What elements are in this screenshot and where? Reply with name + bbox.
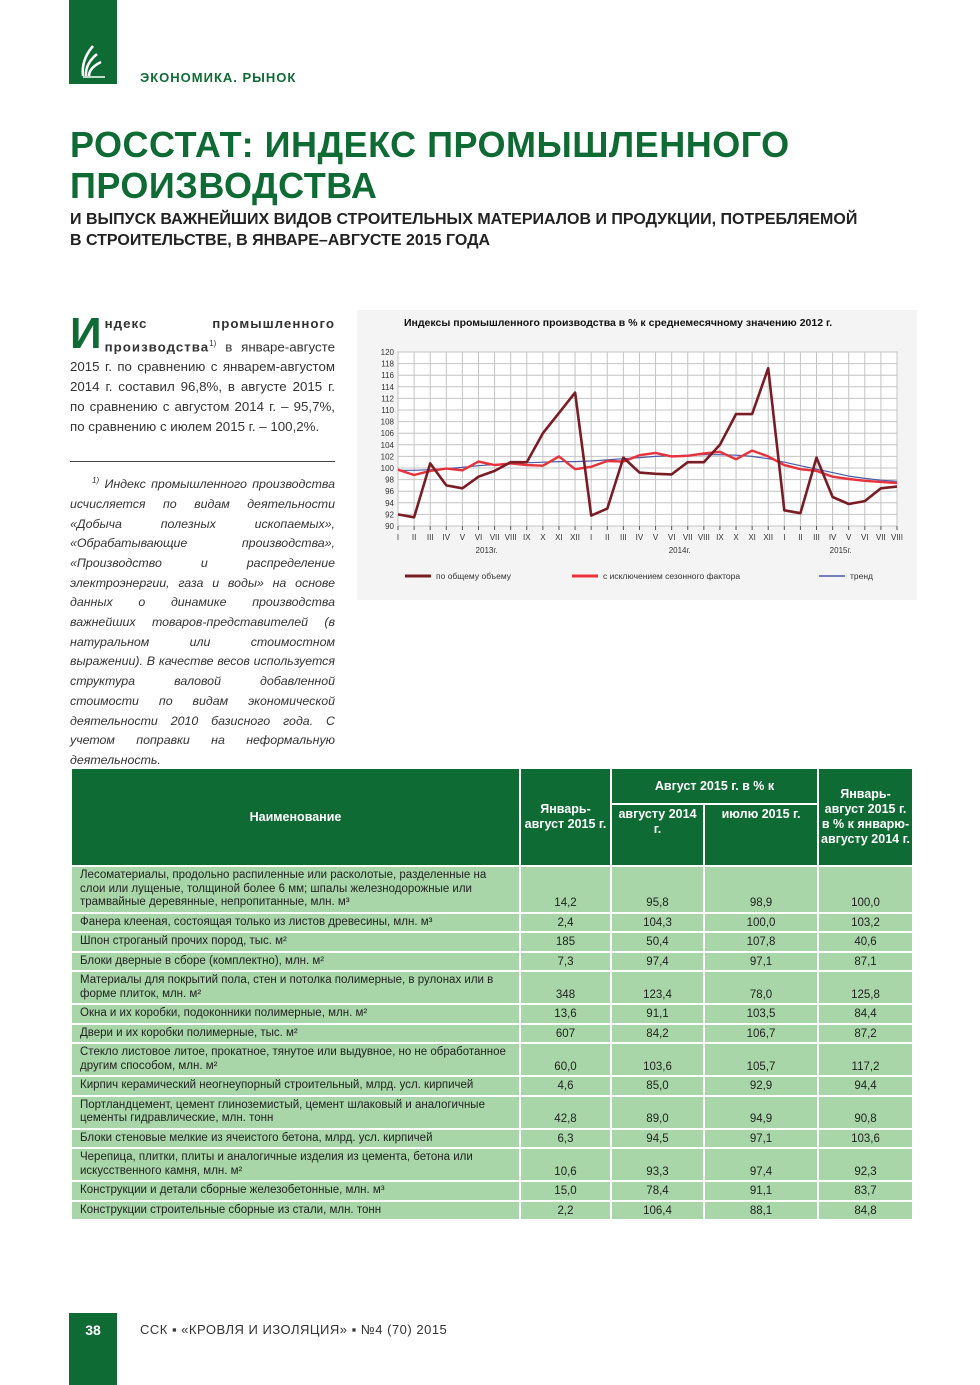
- year-label: 2013г.: [475, 546, 498, 555]
- table-row: [71, 1148, 913, 1181]
- table-cell-aug-2014: 106,4: [611, 1201, 704, 1221]
- x-tick-label: V: [846, 533, 852, 542]
- table-row: [71, 913, 913, 933]
- production-table-wrapper: [70, 767, 912, 1221]
- year-label: 2014г.: [668, 546, 691, 555]
- x-tick-label: V: [459, 533, 466, 542]
- table-row: [71, 1096, 913, 1129]
- table-cell-jan-aug-pct: 92,3: [818, 1148, 913, 1181]
- y-tick-label: 94: [385, 498, 394, 508]
- table-cell-jan-aug: 10,6: [520, 1148, 611, 1181]
- table-cell-jan-aug-pct: 87,2: [818, 1024, 913, 1044]
- table-cell-jan-aug-pct: 103,6: [818, 1129, 913, 1149]
- x-tick-label: X: [540, 533, 546, 542]
- table-cell-aug-2014: 85,0: [611, 1076, 704, 1096]
- table-cell-jul-2015: 78,0: [704, 971, 818, 1004]
- table-cell-jul-2015: 91,1: [704, 1181, 818, 1201]
- table-cell-jan-aug: 6,3: [520, 1129, 611, 1149]
- table-cell-aug-2014: 93,3: [611, 1148, 704, 1181]
- table-cell-jan-aug-pct: 84,4: [818, 1004, 913, 1024]
- x-tick-label: VII: [876, 533, 886, 542]
- article-subtitle: И ВЫПУСК ВАЖНЕЙШИХ ВИДОВ СТРОИТЕЛЬНЫХ МАТЕРИАЛОВ И ПРОДУКЦИИ, ПОТРЕБЛЯЕМОЙ В СТРОИТЕЛЬСТВЕ, В ЯНВАРЕ–АВГУСТЕ 2015 ГОДА: [70, 211, 858, 249]
- page-number-strip: [69, 1313, 117, 1385]
- y-tick-label: 102: [380, 452, 394, 462]
- x-tick-label: I: [396, 533, 400, 542]
- table-cell-jan-aug-pct: 94,4: [818, 1076, 913, 1096]
- table-cell-aug-2014: 91,1: [611, 1004, 704, 1024]
- footnote-divider: [70, 461, 335, 462]
- y-tick-label: 114: [381, 382, 394, 392]
- table-cell-jan-aug-pct: 90,8: [818, 1096, 913, 1129]
- x-tick-label: II: [798, 533, 803, 542]
- table-row: [71, 1181, 913, 1201]
- table-row: [71, 1024, 913, 1044]
- x-tick-label: VII: [682, 533, 693, 542]
- table-cell-jul-2015: 97,1: [704, 952, 818, 972]
- table-cell-name: Кирпич керамический неогнеупорный строительный, млрд. усл. кирпичей: [71, 1076, 520, 1096]
- magazine-logo-icon: [77, 36, 109, 80]
- x-tick-label: V: [652, 533, 659, 542]
- table-cell-aug-2014: 78,4: [611, 1181, 704, 1201]
- y-tick-label: 120: [380, 348, 394, 357]
- table-cell-jan-aug: 2,4: [520, 913, 611, 933]
- table-cell-jul-2015: 97,4: [704, 1148, 818, 1181]
- header-strip: [69, 0, 117, 84]
- lead-bold: ндекс промышленного производства: [104, 316, 335, 355]
- table-row: [71, 971, 913, 1004]
- industrial-index-chart: [357, 335, 917, 595]
- table-cell-aug-2014: 95,8: [611, 866, 704, 913]
- x-tick-label: XII: [570, 533, 580, 542]
- table-cell-jan-aug-pct: 103,2: [818, 913, 913, 933]
- y-tick-label: 100: [380, 464, 394, 473]
- y-tick-label: 96: [385, 487, 394, 497]
- table-cell-name: Материалы для покрытий пола, стен и потолка полимерные, в рулонах или в форме плиток, млн. м²: [71, 971, 520, 1004]
- drop-cap: И: [70, 309, 102, 358]
- table-cell-jan-aug-pct: 87,1: [818, 952, 913, 972]
- y-tick-label: 92: [385, 510, 394, 520]
- table-cell-aug-2014: 97,4: [611, 952, 704, 972]
- x-tick-label: III: [813, 533, 820, 542]
- table-cell-jul-2015: 100,0: [704, 913, 818, 933]
- table-cell-jul-2015: 106,7: [704, 1024, 818, 1044]
- plot-area: [398, 352, 897, 526]
- table-body: [71, 866, 913, 1220]
- y-tick-label: 98: [385, 475, 394, 485]
- col-header-jul-2015: июлю 2015 г.: [704, 804, 818, 866]
- table-cell-jan-aug-pct: 84,8: [818, 1201, 913, 1221]
- x-tick-label: XII: [763, 533, 774, 542]
- x-tick-label: IV: [442, 533, 451, 542]
- chart-title: Индексы промышленного производства в % к среднемесячному значению 2012 г.: [404, 317, 833, 329]
- table-cell-jan-aug-pct: 40,6: [818, 932, 913, 952]
- y-tick-label: 106: [380, 429, 394, 439]
- table-cell-jan-aug-pct: 83,7: [818, 1181, 913, 1201]
- table-row: [71, 1043, 913, 1076]
- table-cell-name: Стекло листовое литое, прокатное, тянутое или выдувное, но не обработанное другим способом, млн. м²: [71, 1043, 520, 1076]
- table-cell-jul-2015: 105,7: [704, 1043, 818, 1076]
- x-tick-label: XI: [748, 533, 756, 542]
- table-cell-name: Шпон строганый прочих пород, тыс. м²: [71, 932, 520, 952]
- table-cell-aug-2014: 50,4: [611, 932, 704, 952]
- legend-label: с исключением сезонного фактора: [603, 571, 741, 581]
- x-tick-label: III: [426, 533, 434, 542]
- table-cell-name: Двери и их коробки полимерные, тыс. м²: [71, 1024, 520, 1044]
- x-tick-label: II: [411, 533, 417, 542]
- x-tick-label: VII: [489, 533, 500, 542]
- y-tick-label: 112: [381, 394, 394, 404]
- footnote-marker: 1): [92, 476, 100, 485]
- table-cell-aug-2014: 103,6: [611, 1043, 704, 1076]
- table-cell-name: Блоки стеновые мелкие из ячеистого бетона, млрд. усл. кирпичей: [71, 1129, 520, 1149]
- article-title: РОССТАТ: ИНДЕКС ПРОМЫШЛЕННОГО ПРОИЗВОДСТВА: [70, 124, 790, 206]
- table-cell-jan-aug-pct: 100,0: [818, 866, 913, 913]
- x-tick-label: VI: [861, 533, 869, 542]
- table-cell-jul-2015: 97,1: [704, 1129, 818, 1149]
- footnote-text: Индекс промышленного производства исчисляется по видам деятельности «Добыча полезных ископаемых», «Обрабатывающие производства», «Производство и распределение электроэнергии, газа и воды» на основе данных о динамике производства важнейших товаров-представителей (в натуральном или стоимостном выражении). В качестве весов используется структура валовой добавленной стоимости по видам экономической деятельности 2010 базисного года. С учетом поправки на неформальную деятельность.: [70, 477, 335, 767]
- table-cell-name: Конструкции строительные сборные из стали, млн. тонн: [71, 1201, 520, 1221]
- y-tick-label: 110: [381, 406, 394, 415]
- table-cell-jan-aug: 4,6: [520, 1076, 611, 1096]
- table-row: [71, 1129, 913, 1149]
- x-tick-label: VI: [667, 533, 676, 542]
- table-cell-name: Конструкции и детали сборные железобетонные, млн. м³: [71, 1181, 520, 1201]
- table-cell-name: Окна и их коробки, подоконники полимерные, млн. м²: [71, 1004, 520, 1024]
- table-cell-aug-2014: 89,0: [611, 1096, 704, 1129]
- table-cell-jul-2015: 92,9: [704, 1076, 818, 1096]
- table-cell-jan-aug-pct: 125,8: [818, 971, 913, 1004]
- x-tick-label: VIII: [890, 533, 904, 542]
- footer-publication: ССК ▪ «КРОВЛЯ И ИЗОЛЯЦИЯ» ▪ №4 (70) 2015: [140, 1322, 448, 1337]
- table-cell-aug-2014: 84,2: [611, 1024, 704, 1044]
- table-cell-jul-2015: 107,8: [704, 932, 818, 952]
- table-row: [71, 866, 913, 913]
- table-cell-jan-aug-pct: 117,2: [818, 1043, 913, 1076]
- table-row: [71, 932, 913, 952]
- table-cell-jul-2015: 98,9: [704, 866, 818, 913]
- col-header-jan-aug: Январь-август 2015 г.: [520, 768, 611, 866]
- x-tick-label: III: [620, 533, 627, 542]
- x-tick-label: X: [733, 533, 739, 542]
- table-cell-jul-2015: 94,9: [704, 1096, 818, 1129]
- legend-label: тренд: [850, 571, 874, 581]
- table-cell-jan-aug: 7,3: [520, 952, 611, 972]
- y-tick-label: 108: [380, 417, 394, 427]
- table-cell-jul-2015: 103,5: [704, 1004, 818, 1024]
- table-cell-jan-aug: 14,2: [520, 866, 611, 913]
- x-tick-label: VIII: [697, 533, 710, 542]
- x-tick-label: IX: [522, 533, 531, 542]
- table-cell-name: Фанера клееная, состоящая только из листов древесины, млн. м³: [71, 913, 520, 933]
- x-tick-label: IV: [635, 533, 644, 542]
- x-tick-label: IX: [716, 533, 724, 542]
- footnote: [70, 471, 335, 771]
- section-label: ЭКОНОМИКА. РЫНОК: [140, 70, 297, 85]
- table-cell-jan-aug: 15,0: [520, 1181, 611, 1201]
- x-tick-label: XI: [555, 533, 563, 542]
- page-number: 38: [85, 1322, 101, 1338]
- table-cell-jan-aug: 42,8: [520, 1096, 611, 1129]
- table-row: [71, 1201, 913, 1221]
- col-header-aug-group: Август 2015 г. в % к: [611, 768, 818, 804]
- table-cell-jan-aug: 185: [520, 932, 611, 952]
- table-cell-jul-2015: 88,1: [704, 1201, 818, 1221]
- table-cell-aug-2014: 104,3: [611, 913, 704, 933]
- x-tick-label: IV: [828, 533, 837, 542]
- table-cell-name: Черепица, плитки, плиты и аналогичные изделия из цемента, бетона или искусственного камня, млн. м²: [71, 1148, 520, 1181]
- y-tick-label: 118: [381, 359, 394, 369]
- table-cell-name: Лесоматериалы, продольно распиленные или расколотые, разделенные на слои или лущеные, толщиной более 6 мм; шпалы железнодорожные или трамвайные деревянные, непропитанные, млн. м³: [71, 866, 520, 913]
- table-row: [71, 952, 913, 972]
- table-cell-aug-2014: 123,4: [611, 971, 704, 1004]
- col-header-name: Наименование: [71, 768, 520, 866]
- lead-text: в январе-августе 2015 г. по сравнению с январем-августом 2014 г. составил 96,8%, в августе 2015 г. по сравнению с августом 2014 г. – 95,7%, по сравнению с июлем 2015 г. – 100,2%.: [70, 339, 335, 435]
- x-tick-label: VI: [474, 533, 483, 542]
- table-cell-jan-aug: 348: [520, 971, 611, 1004]
- table-cell-jan-aug: 13,6: [520, 1004, 611, 1024]
- year-label: 2015г.: [829, 546, 852, 555]
- table-row: [71, 1076, 913, 1096]
- table-cell-name: Блоки дверные в сборе (комплектно), млн. м²: [71, 952, 520, 972]
- table-cell-jan-aug: 2,2: [520, 1201, 611, 1221]
- table-cell-jan-aug: 60,0: [520, 1043, 611, 1076]
- lead-paragraph: [70, 309, 335, 437]
- col-header-aug-2014: августу 2014 г.: [611, 804, 704, 866]
- x-tick-label: VIII: [504, 533, 517, 542]
- y-tick-label: 90: [385, 522, 394, 531]
- production-table: [70, 767, 914, 1221]
- y-tick-label: 104: [380, 440, 394, 450]
- footnote-ref: 1): [209, 339, 217, 348]
- x-tick-label: II: [605, 533, 610, 542]
- x-tick-label: I: [590, 533, 593, 542]
- table-cell-jan-aug: 607: [520, 1024, 611, 1044]
- table-cell-name: Портландцемент, цемент глиноземистый, цемент шлаковый и аналогичные цементы гидравлические, млн. тонн: [71, 1096, 520, 1129]
- table-cell-aug-2014: 94,5: [611, 1129, 704, 1149]
- table-row: [71, 1004, 913, 1024]
- legend-label: по общему объему: [436, 571, 512, 581]
- x-tick-label: I: [783, 533, 786, 542]
- col-header-jan-aug-pct: Январь-август 2015 г. в % к январю-августу 2014 г.: [818, 768, 913, 866]
- y-tick-label: 116: [381, 371, 394, 381]
